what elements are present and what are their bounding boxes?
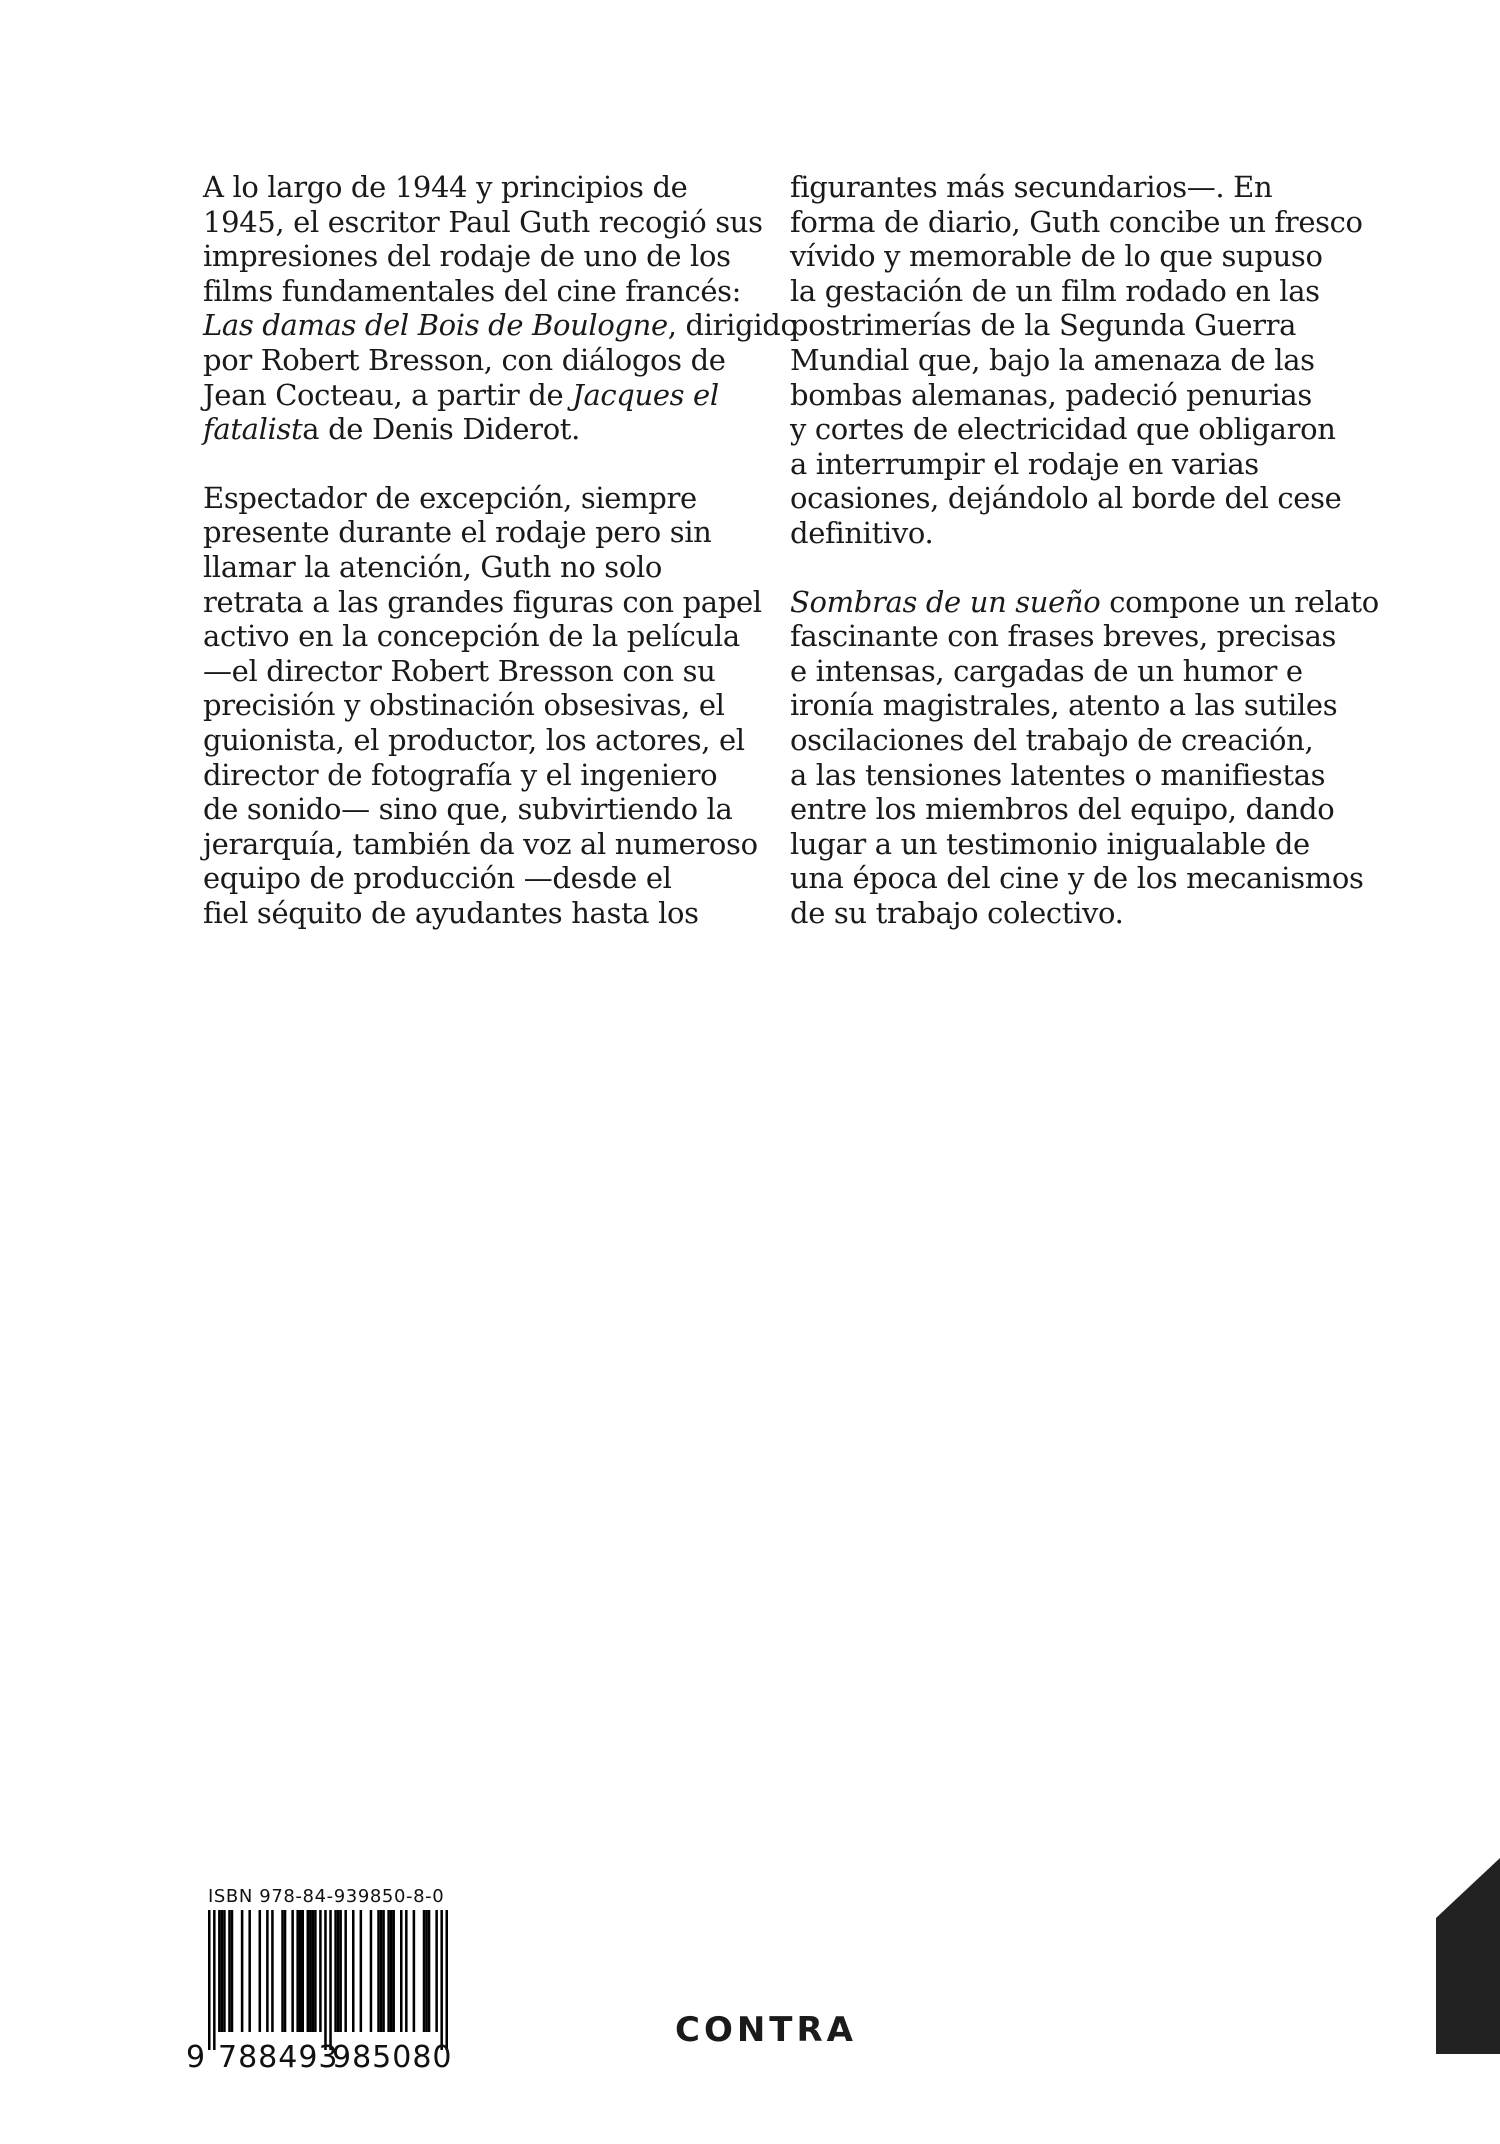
barcode-bar [387, 1910, 390, 2032]
text-line: definitivo. [790, 515, 934, 550]
text-line: vívido y memorable de lo que supuso [790, 239, 1323, 274]
barcode-bar [291, 1910, 294, 2032]
text-line: activo en la concepción de la película [203, 619, 740, 654]
barcode-bar [208, 1910, 211, 2050]
book-title: Jacques el [572, 377, 719, 412]
text-line: A lo largo de 1944 y principios de [203, 170, 688, 204]
barcode-bar [337, 1910, 340, 2032]
publisher-logo: CONTRA [675, 2010, 857, 2050]
text-line: figurantes más secundarios—. En [790, 170, 1273, 204]
barcode-bar [329, 1910, 332, 2050]
book-title: Sombras de un sueño [790, 584, 1101, 619]
text-line: de su trabajo colectivo. [790, 895, 1124, 930]
barcode-bar [344, 1910, 347, 2032]
barcode-bar [271, 1910, 274, 2032]
text-line: fiel séquito de ayudantes hasta los [203, 895, 699, 930]
text-line: a las tensiones latentes o manifiestas [790, 757, 1326, 792]
text-line [203, 308, 798, 343]
text-line: fascinante con frases breves, precisas [790, 619, 1337, 654]
barcode-bar [377, 1910, 380, 2032]
barcode-bar [423, 1910, 426, 2032]
barcode-bar [284, 1910, 287, 2032]
barcode-bar [241, 1910, 244, 2032]
text-line: ironía magistrales, atento a las sutiles [790, 688, 1338, 723]
barcode-bar [445, 1910, 448, 2050]
text-line: e intensas, cargadas de un humor e [790, 653, 1303, 688]
barcode-bar [296, 1910, 299, 2032]
paragraph-3 [790, 170, 1363, 551]
text-line: Mundial que, bajo la amenaza de las [790, 342, 1315, 377]
text-line: equipo de producción —desde el [203, 861, 672, 896]
barcode-bar [334, 1910, 337, 2032]
text-line: y cortes de electricidad que obligaron [790, 412, 1336, 447]
text-line: 1945, el escritor Paul Guth recogió sus [203, 204, 763, 239]
barcode-bar [301, 1910, 304, 2032]
text-line: forma de diario, Guth concibe un fresco [790, 204, 1363, 239]
paragraph-4 [790, 584, 1379, 931]
barcode-bar [390, 1910, 393, 2032]
barcode-bar [405, 1910, 408, 2032]
text-line: retrata a las grandes figuras con papel [203, 584, 762, 619]
barcode-bar [440, 1910, 443, 2050]
barcode-bar [400, 1910, 403, 2032]
text-line [203, 412, 743, 447]
barcode-bar [221, 1910, 224, 2032]
barcode-bar [309, 1910, 312, 2032]
barcode-bar [223, 1910, 226, 2032]
barcode-bar [370, 1910, 373, 2032]
text-line: —el director Robert Bresson con su [203, 653, 716, 688]
text-line: jerarquía, también da voz al numeroso [203, 826, 758, 861]
text-line: films fundamentales del cine francés: [203, 273, 742, 308]
text-fragment: a de Denis Diderot. [302, 412, 580, 447]
barcode-first-digit: 9 [186, 2040, 206, 2075]
barcode-bar [413, 1910, 416, 2032]
barcode-bar [324, 1910, 327, 2050]
barcode-bar [360, 1910, 363, 2032]
text-line: presente durante el rodaje pero sin [203, 515, 712, 550]
text-line: llamar la atención, Guth no solo [203, 549, 662, 584]
text-fragment: , dirigido [667, 308, 798, 343]
text-line: a interrumpir el rodaje en varias [790, 446, 1259, 481]
barcode-bar [319, 1910, 322, 2032]
text-line: de sonido— sino que, subvirtiendo la [203, 792, 733, 827]
text-line: director de fotografía y el ingeniero [203, 757, 718, 792]
barcode-bar [307, 1910, 310, 2032]
barcode-image [208, 1910, 448, 2050]
text-line [790, 584, 1379, 620]
barcode-bar [228, 1910, 231, 2032]
text-line: impresiones del rodaje de uno de los [203, 239, 731, 274]
text-line: por Robert Bresson, con diálogos de [203, 342, 726, 377]
barcode-bar [218, 1910, 221, 2032]
barcode-bar [248, 1910, 251, 2032]
right-column [790, 170, 1379, 964]
book-title-cont: fatalist [203, 412, 303, 447]
barcode-bar [266, 1910, 269, 2032]
text-line: Espectador de excepción, siempre [203, 480, 697, 515]
text-line: oscilaciones del trabajo de creación, [790, 722, 1314, 757]
isbn-label: ISBN 978-84-939850-8-0 [208, 1886, 445, 1907]
text-line: bombas alemanas, padeció penurias [790, 377, 1312, 412]
text-line: la gestación de un film rodado en las [790, 273, 1320, 308]
barcode-bar [435, 1910, 438, 2032]
barcode-bar [299, 1910, 302, 2032]
barcode-bar [352, 1910, 355, 2032]
barcode-left-digits: 788493 [218, 2040, 339, 2075]
barcode-bar [213, 1910, 216, 2050]
barcode-bar [392, 1910, 395, 2032]
text-line: postrimerías de la Segunda Guerra [790, 308, 1297, 343]
barcode-bar [380, 1910, 383, 2032]
barcode-bar [425, 1910, 428, 2032]
text-fragment: Jean Cocteau, a partir de [203, 377, 573, 412]
text-line: ocasiones, dejándolo al borde del cese [790, 481, 1342, 516]
text-fragment: compone un relato [1100, 584, 1379, 619]
text-line [203, 378, 743, 413]
barcode-bar [312, 1910, 315, 2032]
barcode-bar [231, 1910, 234, 2032]
text-line: guionista, el productor, los actores, el [203, 722, 745, 757]
paragraph-2 [203, 480, 762, 931]
left-column [203, 170, 798, 964]
barcode-bar [281, 1910, 284, 2032]
paragraph-1 [203, 170, 798, 447]
barcode-bar [339, 1910, 342, 2032]
text-line: una época del cine y de los mecanismos [790, 861, 1364, 896]
barcode-block [186, 1910, 456, 2090]
text-line: entre los miembros del equipo, dando [790, 792, 1335, 827]
film-title: Las damas del Bois de Boulogne [203, 308, 668, 343]
text-line: lugar a un testimonio inigualable de [790, 826, 1310, 861]
corner-tab-polygon [1436, 1858, 1500, 2054]
barcode-right-digits: 985080 [332, 2040, 453, 2075]
barcode-bar [382, 1910, 385, 2032]
barcode-bar [259, 1910, 262, 2032]
text-line: precisión y obstinación obsesivas, el [203, 688, 725, 723]
corner-tab-shape [1436, 1858, 1500, 2054]
barcode-bar [314, 1910, 317, 2032]
barcode-bar [428, 1910, 431, 2032]
